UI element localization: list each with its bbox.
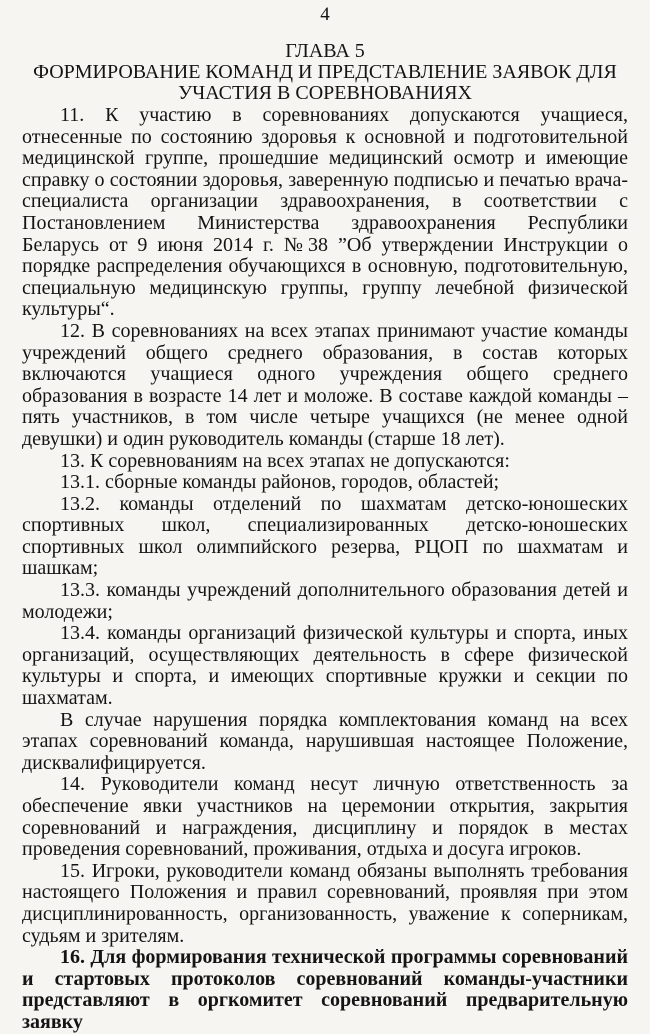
paragraph-12: 12. В соревнованиях на всех этапах принимают участие команды учреждений общего среднего образования, в состав которых включаются учащиеся одного учреждения общего среднего образования в возрасте 14 лет и моложе. В составе каждой команды – пять участников, в том числе четыре учащихся (не менее одной девушки) и один руководитель команды (старше 18 лет). — [22, 319, 628, 450]
paragraph-violation: В случае нарушения порядка комплектования команд на всех этапах соревнований команда, нарушившая настоящее Положение, дисквалифицируется. — [22, 708, 628, 774]
paragraph-15: 15. Игроки, руководители команд обязаны выполнять требования настоящего Положения и правил соревнований, проявляя при этом дисциплинированность, организованность, уважение к соперникам, судьям и зрителям. — [22, 859, 628, 947]
paragraph-13-3: 13.3. команды учреждений дополнительного образования детей и молодежи; — [22, 579, 628, 623]
paragraph-16: 16. Для формирования технической программы соревнований и стартовых протоколов соревнований команды-участники представляют в оргкомитет соревнований предварительную заявку — [22, 946, 628, 1033]
section-heading: ФОРМИРОВАНИЕ КОМАНД И ПРЕДСТАВЛЕНИЕ ЗАЯВОК ДЛЯ УЧАСТИЯ В СОРЕВНОВАНИЯХ — [33, 61, 617, 104]
chapter-title: ГЛАВА 5 — [285, 40, 365, 62]
paragraph-14: 14. Руководители команд несут личную ответственность за обеспечение явки участников на церемонии открытия, закрытия соревнований и награждения, дисциплину и порядок в местах проведения соревнований, проживания, отдыха и досуга игроков. — [22, 773, 628, 861]
paragraph-13-4: 13.4. команды организаций физической культуры и спорта, иных организаций, осуществляющих деятельность в сфере физической культуры и спорта, и имеющих спортивные кружки и секции по шахматам. — [22, 622, 628, 710]
paragraph-13-2: 13.2. команды отделений по шахматам детско-юношеских спортивных школ, специализированных детско-юношеских спортивных школ олимпийского резерва, РЦОП по шахматам и шашкам; — [22, 492, 628, 580]
page-number: 4 — [320, 4, 330, 25]
paragraph-13-1: 13.1. сборные команды районов, городов, областей; — [60, 471, 500, 494]
document-body — [22, 105, 628, 1034]
paragraph-11: 11. К участию в соревнованиях допускаются учащиеся, отнесенные по состоянию здоровья к основной и подготовительной медицинской группе, прошедшие медицинский осмотр и имеющие справку о состоянии здоровья, заверенную подписью и печатью врача-специалиста организации здравоохранения, в соответствии с Постановлением Министерства здравоохранения Республики Беларусь от 9 июня 2014 г. №38 ”Об утверждении Инструкции о порядке распределения обучающихся в основную, подготовительную, специальную медицинскую группы, группу лечебной физической культуры“. — [22, 104, 628, 321]
paragraph-13: 13. К соревнованиям на всех этапах не допускаются: — [60, 449, 510, 472]
